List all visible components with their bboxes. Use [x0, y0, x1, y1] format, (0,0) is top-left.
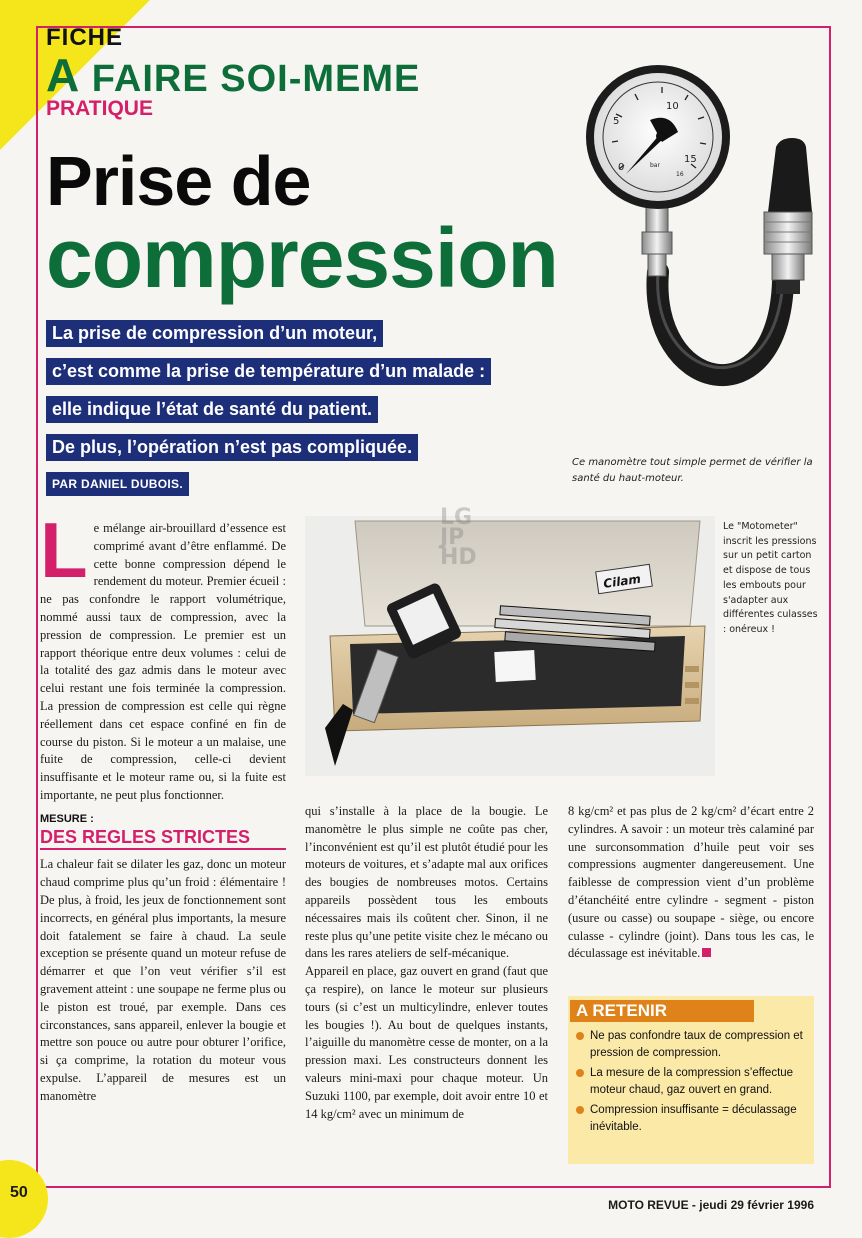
article-column-3	[568, 803, 814, 963]
page-number: 50	[10, 1184, 28, 1201]
gauge-unit: bar	[650, 162, 660, 169]
list-item-text: Compression insuffisante = déculassage inévitable.	[590, 1104, 797, 1133]
gauge-tick-5: 5	[613, 116, 620, 127]
paragraph: Appareil en place, gaz ouvert en grand (faut que ça respire), on lance le moteur sur plusieurs tours (si c’est un multicylindre, enlever toutes les bougies !). Au bout de quelques instants, l’aiguille du manomètre cesse de monter, on a la pression maxi. Les constructeurs donnent les valeurs mini-maxi pour chaque moteur. Un Suzuki 1100, par exemple, doit avoir entre 10 et 14 kg/cm² avec un minimum de	[305, 964, 548, 1121]
footer-publication: MOTO REVUE - jeudi 29 février 1996	[608, 1198, 814, 1212]
retenir-list	[568, 1028, 814, 1136]
compression-gauge-photo	[578, 62, 828, 442]
paragraph: e mélange air-brouillard d’essence est comprimé avant d’être enflammé. De cette bonne compression dépend le rendement du moteur. Premier écueil : ne pas confondre le rapport volumétrique, nommé aussi taux de compression, avec la pression de compression. Le premier est un rapport théorique entre deux volumes : celui de la totalité des gaz admis dans le moteur avec celui restant une fois terminée la compression. La pression de compression est celle qui règne réellement dans cet espace confiné en fin de course du piston. Si le moteur a un malaise, une fuite de compression, celle-ci devient insuffisante et le moteur rame ou, si la fuite est importante, ne peut plus fonctionner.	[40, 521, 286, 802]
kicker-fiche: FICHE	[46, 24, 123, 51]
box-brand: Cilam	[602, 571, 642, 591]
list-item	[576, 1102, 806, 1136]
gauge-tick-16: 16	[676, 171, 684, 178]
caption-motometer: Le "Motometer" inscrit les pressions sur un petit carton et dispose de tous les embouts pour s'adapter aux différentes culasses : onéreux !	[723, 521, 818, 636]
title-line-1: Prise de	[46, 142, 311, 220]
intro-line: elle indique l’état de santé du patient.	[46, 396, 378, 423]
byline: PAR DANIEL DUBOIS.	[46, 472, 189, 496]
paragraph: La chaleur fait se dilater les gaz, donc un moteur chaud comprime plus qu’un froid : élémentaire ! De plus, à froid, les jeux de fonctionnement sont incorrects, en général plus importants, la mesure doit fatalement se faire à chaud. La seule exception se présente quand un moteur refuse de démarrer et que l’on veut vérifier s’il est gravement atteint : une soupape ne ferme plus ou le piston est troué, par exemple. Dans ces circonstances, sans appareil, enlever la bougie et mettre son pouce ou autre pour obturer l’orifice, si ça comprime, la rotation du moteur vous expulse. L’appareil de mesures est un manomètre	[40, 857, 286, 1103]
intro-line: De plus, l’opération n’est pas compliquée.	[46, 434, 418, 461]
list-item-text: Ne pas confondre taux de compression et pression de compression.	[590, 1030, 803, 1059]
caption-gauge: Ce manomètre tout simple permet de vérifier la santé du haut-moteur.	[572, 457, 813, 484]
bullet-icon	[576, 1106, 584, 1114]
watermark-line: HD	[440, 544, 477, 570]
list-item	[576, 1028, 806, 1062]
watermark	[440, 505, 477, 570]
watermark-line: JP	[440, 524, 465, 550]
list-item-text: La mesure de la compression s’effectue moteur chaud, gaz ouvert en grand.	[590, 1067, 794, 1096]
gauge-tick-0: 0	[618, 162, 625, 173]
title-line-2: compression	[46, 211, 558, 305]
retenir-box	[568, 996, 814, 1164]
subhead-title: DES REGLES STRICTES	[40, 829, 286, 851]
article-column-1	[40, 506, 286, 1106]
drop-cap: L	[40, 506, 88, 594]
retenir-title: A RETENIR	[570, 1000, 754, 1022]
intro-line: La prise de compression d’un moteur,	[46, 320, 383, 347]
paragraph: 8 kg/cm² et pas plus de 2 kg/cm² d’écart entre 2 cylindres. A savoir : un moteur très calaminé par une surconsommation d’huile peut voir ses compressions augmenter dangereusement. Une faiblesse de compression vient d’un problème d’étanchéité entre cylindre - segment - piston (usure ou casse) ou soupape - siège, ou encore culasse - cylindre (joint). Dans tous les cas, le déculassage est inévitable.	[568, 804, 814, 961]
kicker-rest: FAIRE SOI-MEME	[91, 58, 421, 100]
paragraph: qui s’installe à la place de la bougie. Le manomètre le plus simple ne coûte pas cher, l’inconvénient est qu’il est plutôt étudié pour les moteurs de voitures, et s’adapte mal aux orifices des bougies de nombreuses motos. Certains appareils possèdent tous les embouts nécessaires mais ils coûtent cher. Sinon, il ne reste plus qu’une petite visite chez le mécano ou dans les rares ateliers de self-mécanique.	[305, 804, 548, 961]
gauge-tick-10: 10	[666, 101, 679, 112]
kicker-a: A	[46, 49, 81, 101]
subhead-kicker: MESURE :	[40, 812, 94, 825]
intro-line: c’est comme la prise de température d’un malade :	[46, 358, 491, 385]
bullet-icon	[576, 1032, 584, 1040]
kicker-faire-soi-meme	[46, 48, 420, 102]
bullet-icon	[576, 1069, 584, 1077]
list-item	[576, 1065, 806, 1099]
gauge-tick-15: 15	[684, 154, 697, 165]
article-column-2	[305, 803, 548, 1123]
kicker-pratique: PRATIQUE	[46, 97, 153, 120]
watermark-line: LG	[440, 505, 473, 530]
end-mark-icon	[702, 948, 711, 957]
motometer-box-photo	[305, 516, 715, 776]
intro-block	[46, 320, 566, 496]
